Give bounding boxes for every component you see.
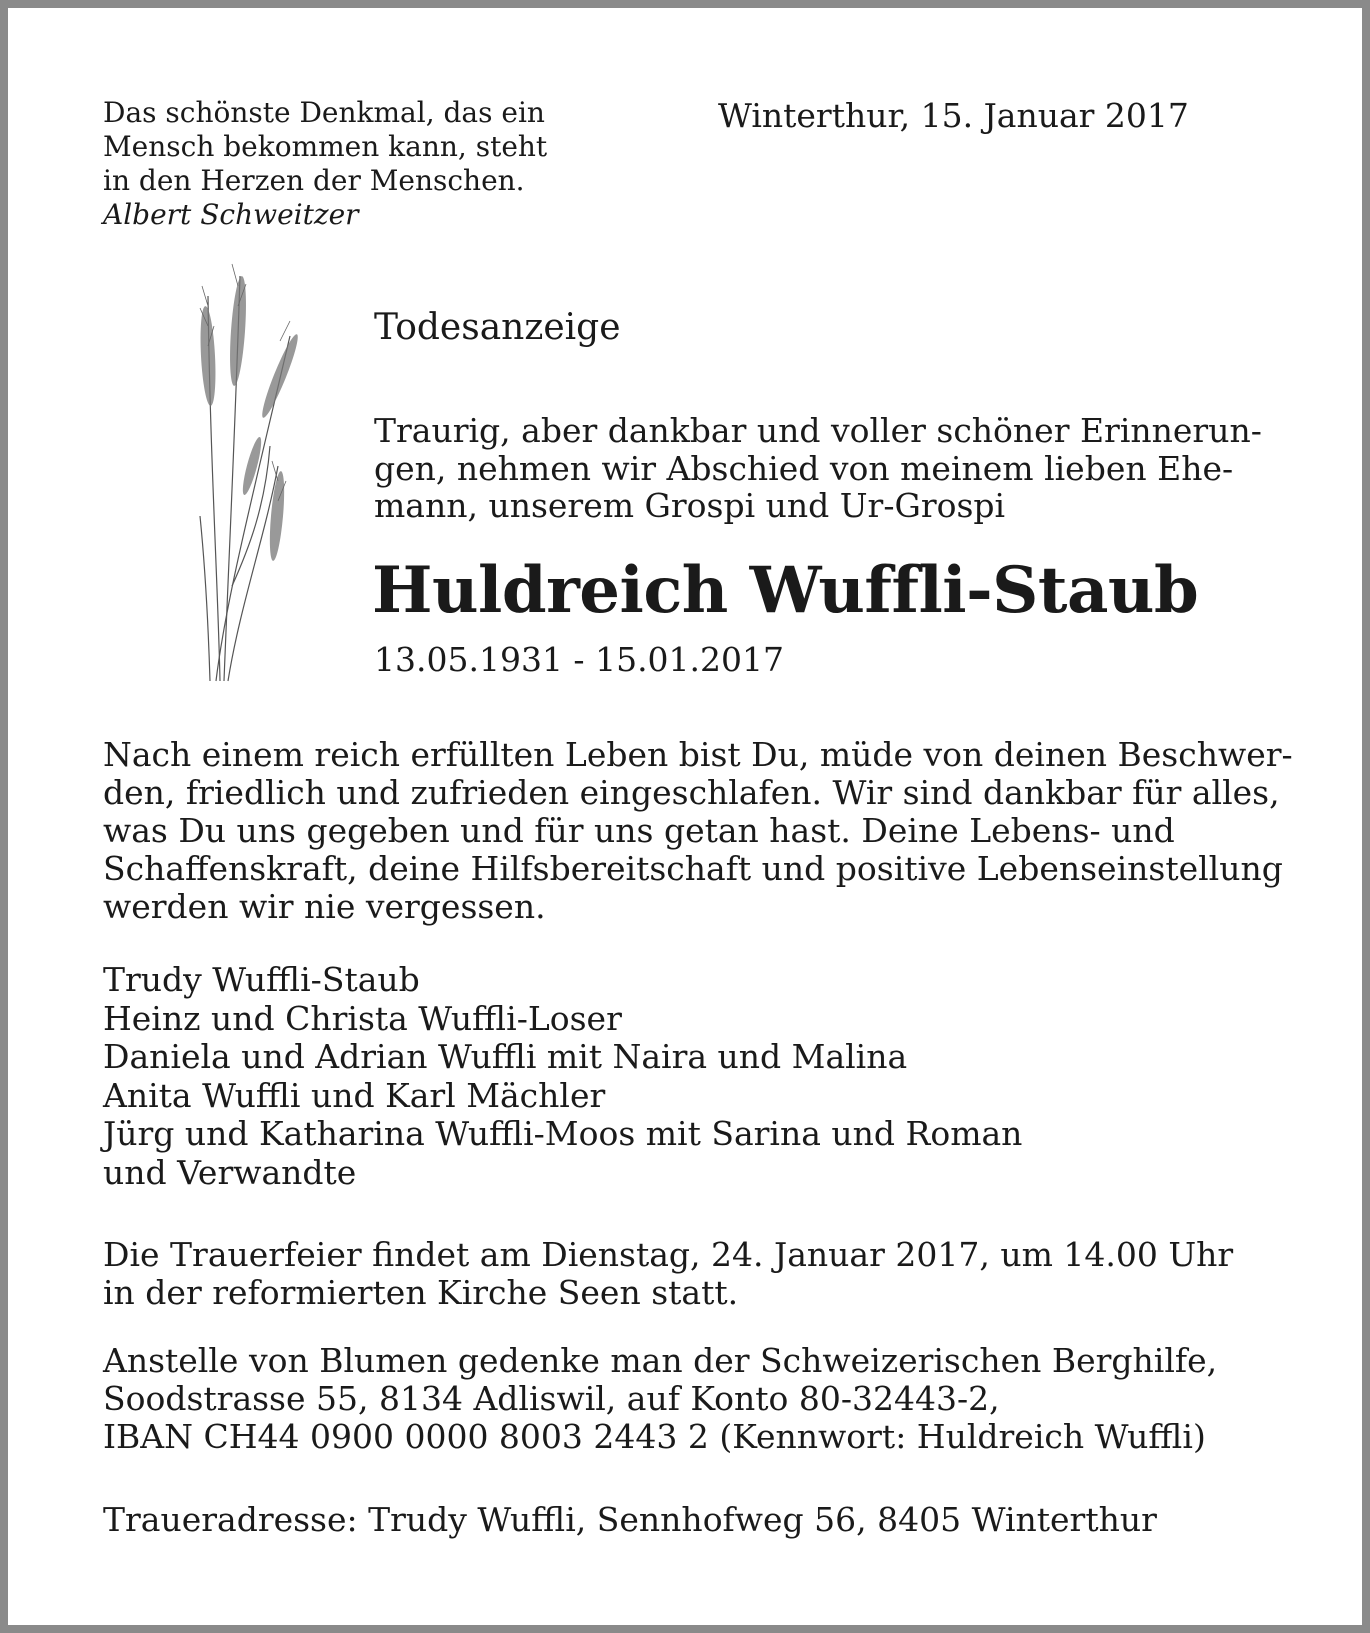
- intro-line: Traurig, aber dankbar und voller schöner Erinnerun-: [374, 411, 1262, 450]
- intro-text: [374, 412, 1274, 525]
- family-member: Daniela und Adrian Wuffli mit Naira und Malina: [103, 1037, 908, 1076]
- wheat-ears-icon: [180, 256, 310, 686]
- intro-line: gen, nehmen wir Abschied von meinem lieben Ehe-: [374, 448, 1234, 488]
- memorial-line: den, friedlich und zufrieden eingeschlafen. Wir sind dankbar für alles,: [103, 773, 1280, 812]
- family-member: Trudy Wuffli-Staub: [103, 960, 420, 999]
- service-line: Die Trauerfeier findet am Dienstag, 24. Januar 2017, um 14.00 Uhr: [103, 1235, 1234, 1274]
- memorial-line: werden wir nie vergessen.: [103, 887, 546, 926]
- deceased-name: Huldreich Wuffli-Staub: [372, 553, 1199, 628]
- notice-heading: Todesanzeige: [374, 307, 621, 348]
- life-dates: 13.05.1931 - 15.01.2017: [374, 640, 785, 679]
- quote-line: Das schönste Denkmal, das ein: [103, 96, 545, 129]
- quote-author: Albert Schweitzer: [103, 198, 359, 231]
- memorial-line: Nach einem reich erfüllten Leben bist Du, müde von deinen Beschwer-: [103, 735, 1293, 774]
- memorial-line: was Du uns gegeben und für uns getan hast. Deine Lebens- und: [103, 811, 1175, 850]
- donation-info: [103, 1342, 1313, 1456]
- memorial-text: [103, 736, 1313, 926]
- service-line: in der reformierten Kirche Seen statt.: [103, 1273, 739, 1312]
- quote-line: in den Herzen der Menschen.: [103, 164, 525, 197]
- funeral-service: [103, 1236, 1303, 1312]
- donation-line: Anstelle von Blumen gedenke man der Schweizerischen Berghilfe,: [103, 1341, 1218, 1380]
- quote-line: Mensch bekommen kann, steht: [103, 130, 548, 163]
- family-member: Heinz und Christa Wuffli-Loser: [103, 998, 622, 1038]
- mourning-address: Traueradresse: Trudy Wuffli, Sennhofweg 56, 8405 Winterthur: [103, 1500, 1157, 1539]
- family-member: und Verwandte: [103, 1152, 357, 1192]
- quote-block: [103, 96, 623, 232]
- family-member: Jürg und Katharina Wuffli-Moos mit Sarina und Roman: [103, 1114, 1023, 1153]
- donation-line: IBAN CH44 0900 0000 8003 2443 2 (Kennwort: Huldreich Wuffli): [103, 1417, 1206, 1456]
- memorial-line: Schaffenskraft, deine Hilfsbereitschaft und positive Lebenseinstellung: [103, 849, 1283, 888]
- intro-line: mann, unserem Grospi und Ur-Grospi: [374, 486, 1006, 525]
- donation-line: Soodstrasse 55, 8134 Adliswil, auf Konto 80-32443-2,: [103, 1379, 1000, 1418]
- family-list: [103, 961, 1303, 1192]
- dateline: Winterthur, 15. Januar 2017: [718, 96, 1189, 135]
- family-member: Anita Wuffli und Karl Mächler: [103, 1075, 606, 1115]
